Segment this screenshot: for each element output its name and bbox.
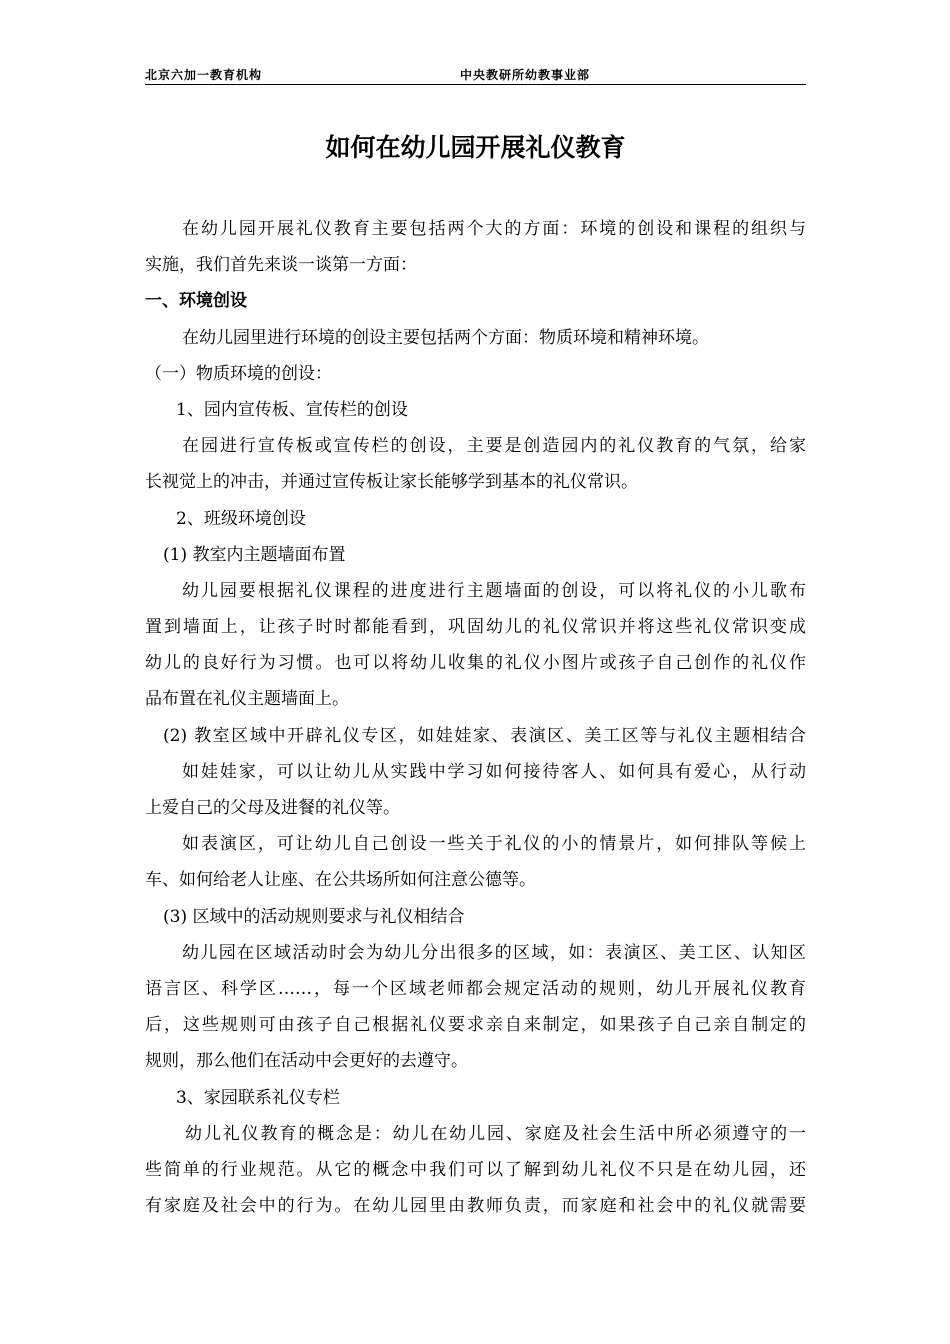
item-heading: (1) 教室内主题墙面布置: [163, 544, 346, 565]
paragraph-line: 语言区、科学区……，每一个区域老师都会规定活动的规则，幼儿开展礼仪教育: [145, 978, 806, 999]
page-header: [145, 64, 806, 85]
paragraph-line: 在幼儿园开展礼仪教育主要包括两个大的方面：环境的创设和课程的组织与: [182, 219, 806, 239]
item-heading: 3、家园联系礼仪专栏: [176, 1087, 340, 1108]
paragraph-line: 幼儿园在区域活动时会为幼儿分出很多的区域，如：表演区、美工区、认知区: [182, 942, 806, 963]
paragraph-line: 实施，我们首先来谈一谈第一方面：: [145, 255, 417, 276]
paragraph-line: 品布置在礼仪主题墙面上。: [145, 689, 349, 710]
paragraph-line: 如表演区，可让幼儿自己创设一些关于礼仪的小的情景片，如何排队等候上: [182, 834, 806, 855]
paragraph-line: 上爱自己的父母及进餐的礼仪等。: [145, 798, 400, 818]
paragraph-line: 车、如何给老人让座、在公共场所如何注意公德等。: [145, 870, 536, 891]
paragraph-line: 后，这些规则可由孩子自己根据礼仪要求亲自来制定，如果孩子自己亲自制定的: [145, 1015, 806, 1036]
paragraph-line: 在幼儿园里进行环境的创设主要包括两个方面：物质环境和精神环境。: [182, 327, 709, 348]
paragraph-line: 在园进行宣传板或宣传栏的创设，主要是创造园内的礼仪教育的气氛，给家: [182, 436, 806, 457]
item-heading: (2) 教室区域中开辟礼仪专区，如娃娃家、表演区、美工区等与礼仪主题相结合: [163, 725, 806, 746]
header-department: 中央教研所幼教事业部: [460, 68, 591, 82]
paragraph-line: 置到墙面上，让孩子时时都能看到，巩固幼儿的礼仪常识并将这些礼仪常识变成: [145, 617, 806, 638]
paragraph-line: 幼儿园要根据礼仪课程的进度进行主题墙面的创设，可以将礼仪的小儿歌布: [182, 580, 806, 601]
document-body: [145, 211, 806, 1224]
paragraph-line: 如娃娃家，可以让幼儿从实践中学习如何接待客人、如何具有爱心，从行动: [182, 761, 806, 782]
paragraph-line: 些简单的行业规范。从它的概念中我们可以了解到幼儿礼仪不只是在幼儿园，还: [145, 1159, 806, 1180]
paragraph-line: 幼儿的良好行为习惯。也可以将幼儿收集的礼仪小图片或孩子自己创作的礼仪作: [145, 653, 806, 674]
item-heading: 2、班级环境创设: [176, 508, 306, 529]
header-organization: 北京六加一教育机构: [145, 68, 263, 82]
paragraph-line: 规则，那么他们在活动中会更好的去遵守。: [145, 1051, 468, 1072]
section-heading: 一、环境创设: [145, 291, 247, 312]
paragraph-line: 有家庭及社会中的行为。在幼儿园里由教师负责，而家庭和社会中的礼仪就需要: [145, 1196, 806, 1217]
item-heading: (3) 区域中的活动规则要求与礼仪相结合: [163, 906, 465, 927]
paragraph-line: 幼儿礼仪教育的概念是：幼儿在幼儿园、家庭及社会生活中所必须遵守的一: [185, 1123, 806, 1144]
document-title: 如何在幼儿园开展礼仪教育: [325, 133, 626, 162]
item-heading: 1、园内宣传板、宣传栏的创设: [176, 399, 408, 420]
subsection-heading: （一）物质环境的创设：: [145, 363, 332, 384]
paragraph-line: 长视觉上的冲击，并通过宣传板让家长能够学到基本的礼仪常识。: [145, 472, 638, 493]
